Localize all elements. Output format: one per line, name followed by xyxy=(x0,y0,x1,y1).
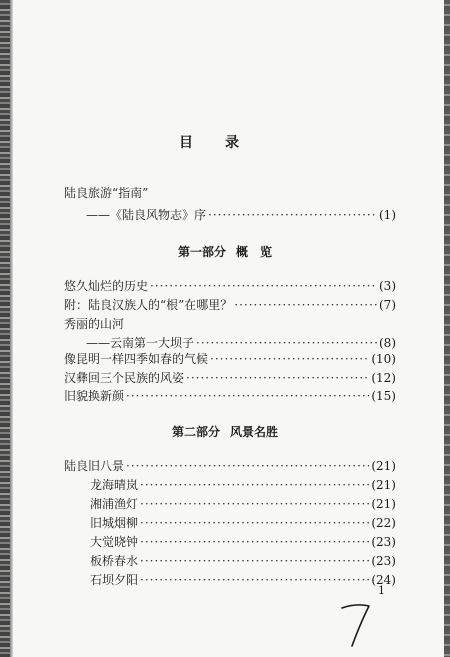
leader-dots xyxy=(140,533,369,551)
toc-entry-text: 石坝夕阳 xyxy=(90,573,139,587)
toc-page-ref: (21) xyxy=(371,459,396,473)
toc-entry xyxy=(90,571,396,589)
toc-page-ref: (10) xyxy=(371,352,396,366)
toc-entry-text: 旧貌换新颜 xyxy=(64,389,125,403)
toc-entry-text: 像昆明一样四季如春的气候 xyxy=(64,352,209,366)
toc-page-ref: (21) xyxy=(371,497,396,511)
section-label: 第二部分 xyxy=(171,425,220,439)
leader-dots xyxy=(140,552,369,570)
toc-entry-text: 大觉晓钟 xyxy=(90,535,139,549)
toc-entry xyxy=(90,552,396,570)
toc-page-ref: (3) xyxy=(379,279,396,293)
toc-entry-preface xyxy=(64,184,396,202)
toc-entry xyxy=(90,495,396,513)
page-edge-right xyxy=(444,0,450,657)
toc-entry-text: 悠久灿烂的历史 xyxy=(64,279,149,293)
leader-dots xyxy=(140,495,369,513)
toc-page-ref: (23) xyxy=(371,535,396,549)
toc-page-ref: (22) xyxy=(371,516,396,530)
toc-page-ref: (12) xyxy=(371,371,396,385)
leader-dots xyxy=(234,296,377,314)
leader-dots xyxy=(208,206,377,224)
toc-entry xyxy=(64,350,396,368)
leader-dots xyxy=(126,457,369,475)
section-title: 概 览 xyxy=(236,245,273,259)
toc-title: 目录 xyxy=(179,135,271,151)
toc-entry-text: 陆良旧八景 xyxy=(64,459,125,473)
section-title: 风景名胜 xyxy=(230,425,279,439)
toc-entry-text: 板桥春水 xyxy=(90,554,139,568)
leader-dots xyxy=(186,369,369,387)
toc-entry-text: 旧城烟柳 xyxy=(90,516,139,530)
leader-dots xyxy=(140,514,369,532)
toc-page-ref: (1) xyxy=(379,208,396,222)
toc-entry xyxy=(64,296,396,314)
section-heading-part2 xyxy=(0,423,450,440)
page-number: 1 xyxy=(378,584,385,597)
toc-entry xyxy=(64,369,396,387)
toc-entry xyxy=(64,315,396,333)
page-edge-left xyxy=(0,0,10,657)
toc-page-ref: (7) xyxy=(379,298,396,312)
toc-entry-preface-sub xyxy=(86,206,396,224)
section-heading-part1 xyxy=(0,243,450,260)
toc-entry xyxy=(64,387,396,405)
leader-dots xyxy=(126,387,369,405)
toc-entry-text: 陆良旅游“指南” xyxy=(64,186,149,200)
toc-page-ref: (24) xyxy=(371,573,396,587)
page-edge-shadow xyxy=(10,0,13,657)
leader-dots xyxy=(140,476,369,494)
leader-dots xyxy=(140,571,369,589)
toc-entry-text: 龙海晴岚 xyxy=(90,478,139,492)
handwritten-seven xyxy=(336,600,376,650)
toc-page-ref: (21) xyxy=(371,478,396,492)
toc-entry-text: 湘浦渔灯 xyxy=(90,497,139,511)
section-label: 第一部分 xyxy=(177,245,226,259)
toc-entry xyxy=(64,277,396,295)
toc-entry xyxy=(64,457,396,475)
leader-dots xyxy=(150,277,377,295)
toc-entry xyxy=(90,514,396,532)
toc-entry-text: 汉彝回三个民族的风姿 xyxy=(64,371,185,385)
toc-page-ref: (15) xyxy=(371,389,396,403)
toc-entry xyxy=(90,476,396,494)
toc-entry xyxy=(90,533,396,551)
toc-entry-text: ——云南第一大坝子 xyxy=(86,336,195,350)
leader-dots xyxy=(210,350,369,368)
toc-entry-text: ——《陆良风物志》序 xyxy=(86,208,207,222)
toc-entry-text: 秀丽的山河 xyxy=(64,317,125,331)
toc-page-ref: (8) xyxy=(379,336,396,350)
toc-entry-text: 附：陆良汉族人的“根”在哪里？ xyxy=(64,298,233,312)
toc-page-ref: (23) xyxy=(371,554,396,568)
